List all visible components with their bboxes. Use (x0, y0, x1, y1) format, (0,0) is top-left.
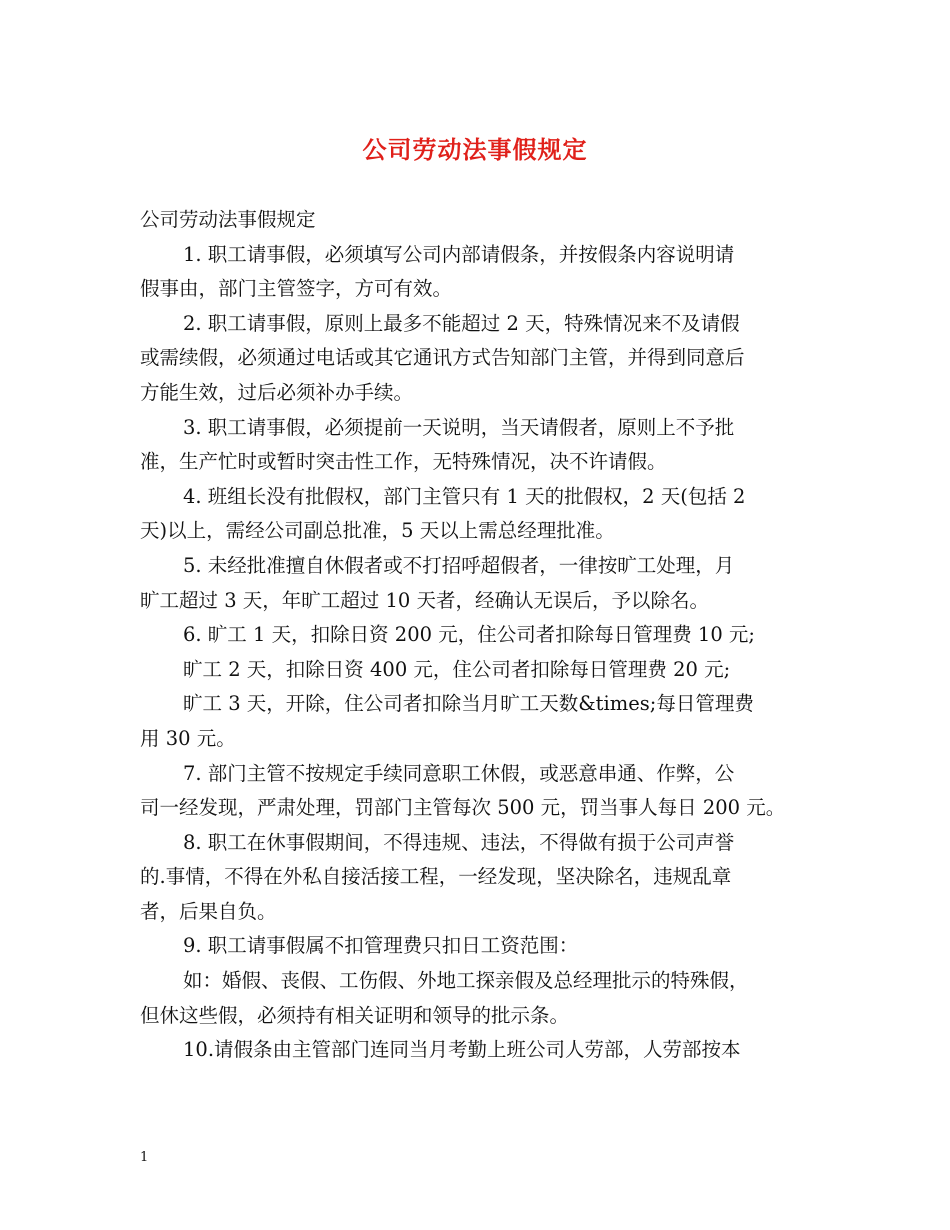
body-line: 3. 职工请事假，必须提前一天说明，当天请假者，原则上不予批 (183, 415, 735, 439)
body-line: 1. 职工请事假，必须填写公司内部请假条，并按假条内容说明请 (183, 242, 735, 266)
body-line: 的.事情，不得在外私自接活接工程，一经发现，坚决除名，违规乱章 (140, 865, 732, 889)
body-line: 如：婚假、丧假、工伤假、外地工探亲假及总经理批示的特殊假， (183, 969, 749, 993)
body-line: 假事由，部门主管签字，方可有效。 (140, 277, 453, 301)
body-line: 旷工 3 天，开除，住公司者扣除当月旷工天数&times;每日管理费 (183, 692, 754, 716)
body-line: 但休这些假，必须持有相关证明和领导的批示条。 (140, 1003, 570, 1027)
body-line: 9. 职工请事假属不扣管理费只扣日工资范围： (183, 934, 579, 958)
body-line: 7. 部门主管不按规定手续同意职工休假，或恶意串通、作弊，公 (183, 761, 735, 785)
body-line: 6. 旷工 1 天，扣除日资 200 元，住公司者扣除每日管理费 10 元; (183, 623, 756, 647)
body-line: 5. 未经批准擅自休假者或不打招呼超假者，一律按旷工处理，月 (183, 553, 735, 577)
body-line: 旷工超过 3 天，年旷工超过 10 天者，经确认无误后，予以除名。 (140, 588, 710, 612)
body-line: 或需续假，必须通过电话或其它通讯方式告知部门主管，并得到同意后 (140, 346, 745, 370)
body-line: 旷工 2 天，扣除日资 400 元，住公司者扣除每日管理费 20 元; (183, 657, 731, 681)
page-number: 1 (140, 1150, 149, 1165)
document-body (140, 203, 830, 1068)
body-line: 2. 职工请事假，原则上最多不能超过 2 天，特殊情况来不及请假 (183, 311, 740, 335)
body-line: 10.请假条由主管部门连同当月考勤上班公司人劳部，人劳部按本 (183, 1038, 741, 1062)
document-title: 公司劳动法事假规定 (362, 135, 588, 164)
body-line: 准，生产忙时或暂时突击性工作，无特殊情况，决不许请假。 (140, 450, 667, 474)
body-line: 司一经发现，严肃处理，罚部门主管每次 500 元，罚当事人每日 200 元。 (140, 796, 786, 820)
body-line: 方能生效，过后必须补办手续。 (140, 380, 414, 404)
body-line: 8. 职工在休事假期间，不得违规、违法，不得做有损于公司声誉 (183, 830, 735, 854)
body-line: 公司劳动法事假规定 (140, 208, 316, 231)
body-line: 4. 班组长没有批假权，部门主管只有 1 天的批假权，2 天(包括 2 (183, 484, 746, 508)
body-line: 天)以上，需经公司副总批准，5 天以上需总经理批准。 (140, 519, 615, 543)
body-line: 者，后果自负。 (140, 899, 277, 923)
body-line: 用 30 元。 (140, 726, 236, 750)
